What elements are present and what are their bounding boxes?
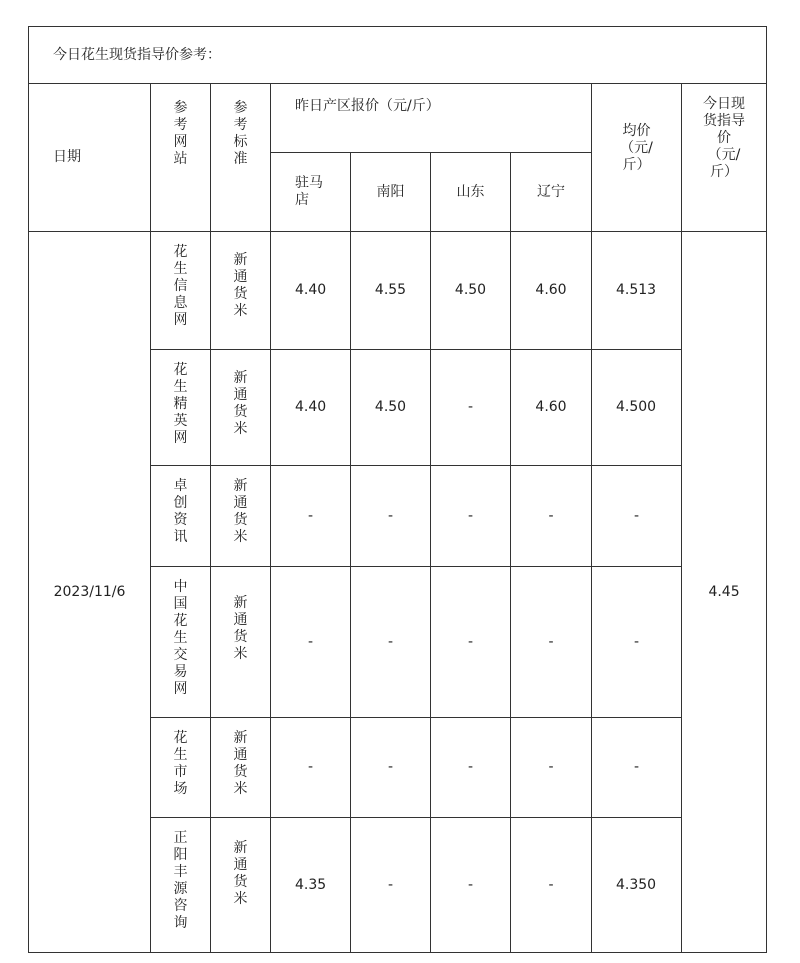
average-value: 4.513 <box>592 232 682 350</box>
header-average: 均价（元/斤） <box>592 84 682 232</box>
liaoning-value: 4.60 <box>511 350 592 466</box>
zhumadian-value: - <box>271 718 351 818</box>
price-table <box>28 26 767 953</box>
average-value: 4.500 <box>592 350 682 466</box>
shandong-value: - <box>431 718 511 818</box>
shandong-value: - <box>431 466 511 567</box>
shandong-value: - <box>431 350 511 466</box>
header-region-nanyang: 南阳 <box>351 153 431 232</box>
average-value: - <box>592 466 682 567</box>
header-date: 日期 <box>29 84 151 232</box>
today-guide-price: 4.45 <box>682 232 767 953</box>
header-region-liaoning: 辽宁 <box>511 153 592 232</box>
average-value: - <box>592 567 682 718</box>
nanyang-value: - <box>351 466 431 567</box>
nanyang-value: 4.50 <box>351 350 431 466</box>
liaoning-value: 4.60 <box>511 232 592 350</box>
site-cell: 卓创资讯 <box>151 466 211 567</box>
standard-cell: 新通货米 <box>211 466 271 567</box>
site-cell: 中国花生交易网 <box>151 567 211 718</box>
site-cell: 花生精英网 <box>151 350 211 466</box>
nanyang-value: - <box>351 818 431 953</box>
date-cell: 2023/11/6 <box>29 232 151 953</box>
zhumadian-value: 4.40 <box>271 232 351 350</box>
average-value: - <box>592 718 682 818</box>
site-cell: 花生市场 <box>151 718 211 818</box>
shandong-value: - <box>431 818 511 953</box>
table-row <box>29 232 767 350</box>
standard-cell: 新通货米 <box>211 232 271 350</box>
table-title: 今日花生现货指导价参考： <box>29 27 767 84</box>
standard-cell: 新通货米 <box>211 718 271 818</box>
header-regional-quotes: 昨日产区报价（元/斤） <box>271 84 592 153</box>
site-cell: 正阳丰源咨询 <box>151 818 211 953</box>
site-cell: 花生信息网 <box>151 232 211 350</box>
header-region-zhumadian: 驻马店 <box>271 153 351 232</box>
nanyang-value: - <box>351 718 431 818</box>
standard-cell: 新通货米 <box>211 567 271 718</box>
liaoning-value: - <box>511 718 592 818</box>
header-region-shandong: 山东 <box>431 153 511 232</box>
liaoning-value: - <box>511 567 592 718</box>
standard-cell: 新通货米 <box>211 818 271 953</box>
standard-cell: 新通货米 <box>211 350 271 466</box>
zhumadian-value: - <box>271 567 351 718</box>
header-standard: 参考标准 <box>211 84 271 232</box>
nanyang-value: - <box>351 567 431 718</box>
zhumadian-value: - <box>271 466 351 567</box>
header-site: 参考网站 <box>151 84 211 232</box>
shandong-value: - <box>431 567 511 718</box>
zhumadian-value: 4.35 <box>271 818 351 953</box>
header-today-guide: 今日现货指导价 （元/斤） <box>682 84 767 232</box>
liaoning-value: - <box>511 818 592 953</box>
liaoning-value: - <box>511 466 592 567</box>
zhumadian-value: 4.40 <box>271 350 351 466</box>
nanyang-value: 4.55 <box>351 232 431 350</box>
shandong-value: 4.50 <box>431 232 511 350</box>
average-value: 4.350 <box>592 818 682 953</box>
